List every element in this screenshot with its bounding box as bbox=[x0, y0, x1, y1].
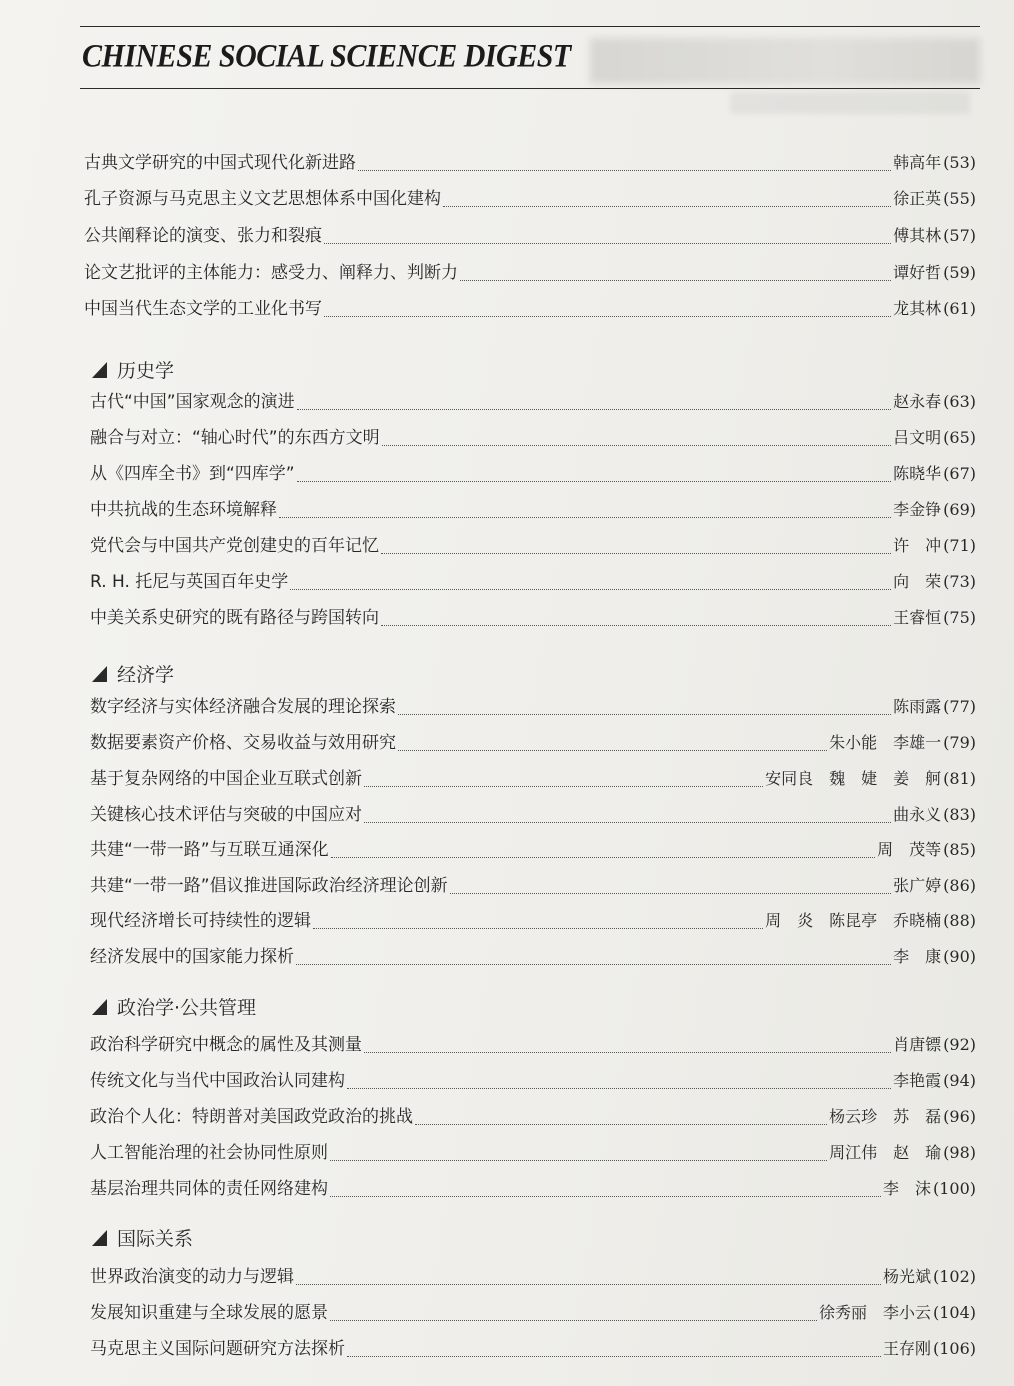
paren-close: ) bbox=[969, 1339, 976, 1358]
author-page-block bbox=[883, 1266, 976, 1288]
paren-close: ) bbox=[969, 840, 976, 859]
article-title: 中共抗战的生态环境解释 bbox=[90, 500, 277, 520]
article-author: 陈晓华 bbox=[893, 464, 942, 483]
paren-open: ( bbox=[943, 500, 950, 519]
author-page-block bbox=[883, 1178, 976, 1200]
toc-entry bbox=[90, 692, 976, 718]
author-page-block bbox=[883, 1338, 976, 1360]
toc-entry bbox=[90, 495, 976, 521]
article-author: 肖唐镖 bbox=[893, 1035, 942, 1054]
page-number: 86 bbox=[949, 876, 970, 895]
article-title: R. H. 托尼与英国百年史学 bbox=[90, 572, 289, 592]
article-author: 李 沫 bbox=[882, 1179, 931, 1198]
section-heading-label: 历史学 bbox=[117, 360, 175, 382]
section-heading-label: 国际关系 bbox=[117, 1228, 194, 1250]
author-page-block bbox=[893, 1034, 976, 1056]
article-title: 共建“一带一路”倡议推进国际政治经济理论创新 bbox=[90, 876, 448, 896]
article-title: 现代经济增长可持续性的逻辑 bbox=[90, 911, 311, 931]
toc-entry bbox=[90, 531, 976, 557]
article-title: 共建“一带一路”与互联互通深化 bbox=[90, 840, 329, 860]
author-page-block bbox=[877, 839, 976, 861]
article-author: 傅其林 bbox=[893, 226, 942, 245]
dot-leader bbox=[347, 1356, 881, 1357]
page-number: 100 bbox=[939, 1179, 970, 1198]
paren-open: ( bbox=[943, 840, 950, 859]
toc-entry bbox=[90, 1030, 976, 1056]
dot-leader bbox=[381, 625, 891, 626]
dot-leader bbox=[330, 1160, 827, 1161]
dot-leader bbox=[415, 1124, 827, 1125]
paren-open: ( bbox=[943, 153, 950, 172]
article-author: 吕文明 bbox=[893, 428, 942, 447]
article-title: 论文艺批评的主体能力：感受力、阐释力、判断力 bbox=[84, 263, 458, 283]
paren-close: ) bbox=[969, 464, 976, 483]
paren-open: ( bbox=[943, 189, 950, 208]
article-title: 古代“中国”国家观念的演进 bbox=[90, 392, 295, 412]
article-author: 王存刚 bbox=[882, 1339, 931, 1358]
paren-open: ( bbox=[932, 1339, 940, 1358]
toc-entry bbox=[90, 459, 976, 485]
page-number: 53 bbox=[949, 153, 970, 172]
article-title: 数据要素资产价格、交易收益与效用研究 bbox=[90, 733, 396, 753]
dot-leader bbox=[297, 409, 892, 410]
article-author: 陈雨露 bbox=[893, 697, 942, 716]
author-page-block bbox=[893, 1070, 976, 1092]
article-author: 龙其林 bbox=[893, 299, 942, 318]
paren-close: ) bbox=[969, 769, 976, 788]
dot-leader bbox=[398, 714, 891, 715]
page-number: 94 bbox=[949, 1071, 970, 1090]
article-title: 公共阐释论的演变、张力和裂痕 bbox=[84, 226, 322, 246]
article-title: 关键核心技术评估与突破的中国应对 bbox=[90, 805, 362, 825]
author-page-block bbox=[893, 391, 976, 413]
toc-entry bbox=[84, 148, 976, 174]
paren-close: ) bbox=[969, 1179, 976, 1198]
paren-close: ) bbox=[969, 536, 976, 555]
author-page-block bbox=[893, 535, 976, 557]
dot-leader bbox=[358, 170, 891, 171]
page-number: 59 bbox=[949, 263, 970, 282]
paren-open: ( bbox=[943, 608, 950, 627]
toc-entry bbox=[84, 258, 976, 284]
toc-entry bbox=[90, 1138, 976, 1164]
page-number: 102 bbox=[939, 1267, 970, 1286]
toc-entry bbox=[90, 387, 976, 413]
article-title: 党代会与中国共产党创建史的百年记忆 bbox=[90, 536, 379, 556]
toc-entry bbox=[90, 871, 976, 897]
page-number: 104 bbox=[939, 1303, 970, 1322]
article-title: 政治科学研究中概念的属性及其测量 bbox=[90, 1035, 362, 1055]
article-author: 李 康 bbox=[893, 947, 942, 966]
dot-leader bbox=[331, 857, 876, 858]
dot-leader bbox=[324, 243, 891, 244]
section-heading bbox=[92, 356, 174, 383]
paren-open: ( bbox=[943, 911, 950, 930]
page-number: 81 bbox=[949, 769, 970, 788]
page-number: 67 bbox=[949, 464, 970, 483]
paren-close: ) bbox=[969, 947, 976, 966]
page-number: 85 bbox=[949, 840, 970, 859]
dot-leader bbox=[364, 1052, 891, 1053]
section-heading bbox=[92, 660, 174, 687]
paren-open: ( bbox=[943, 1035, 950, 1054]
toc-entry bbox=[84, 294, 976, 320]
paren-open: ( bbox=[943, 1107, 950, 1126]
toc-entry bbox=[90, 728, 976, 754]
article-title: 世界政治演变的动力与逻辑 bbox=[90, 1267, 294, 1287]
paren-open: ( bbox=[943, 536, 950, 555]
paren-open: ( bbox=[932, 1303, 940, 1322]
paren-close: ) bbox=[969, 1071, 976, 1090]
page-number: 55 bbox=[949, 189, 970, 208]
dot-leader bbox=[364, 822, 891, 823]
dot-leader bbox=[443, 206, 891, 207]
article-author: 杨云珍 苏 磊 bbox=[829, 1107, 942, 1126]
article-title: 人工智能治理的社会协同性原则 bbox=[90, 1143, 328, 1163]
paren-close: ) bbox=[969, 876, 976, 895]
dot-leader bbox=[330, 1320, 817, 1321]
toc-entry bbox=[90, 1174, 976, 1200]
paren-open: ( bbox=[932, 1267, 940, 1286]
paren-close: ) bbox=[969, 226, 976, 245]
toc-entry bbox=[90, 800, 976, 826]
dot-leader bbox=[382, 445, 892, 446]
paren-close: ) bbox=[969, 299, 976, 318]
paren-close: ) bbox=[969, 392, 976, 411]
article-author: 徐正英 bbox=[893, 189, 942, 208]
article-author: 徐秀丽 李小云 bbox=[818, 1303, 931, 1322]
article-title: 中美关系史研究的既有路径与跨国转向 bbox=[90, 608, 379, 628]
author-page-block bbox=[893, 946, 976, 968]
section-heading-label: 政治学·公共管理 bbox=[117, 997, 257, 1019]
article-title: 发展知识重建与全球发展的愿景 bbox=[90, 1303, 328, 1323]
author-page-block bbox=[893, 427, 976, 449]
toc-entry bbox=[90, 835, 976, 861]
paren-open: ( bbox=[943, 464, 950, 483]
article-title: 中国当代生态文学的工业化书写 bbox=[84, 299, 322, 319]
triangle-marker-icon bbox=[92, 999, 107, 1015]
page-number: 75 bbox=[949, 608, 970, 627]
paren-open: ( bbox=[943, 572, 950, 591]
article-title: 数字经济与实体经济融合发展的理论探索 bbox=[90, 697, 396, 717]
author-page-block bbox=[893, 188, 976, 210]
dot-leader bbox=[330, 1196, 881, 1197]
paren-close: ) bbox=[969, 572, 976, 591]
article-author: 李艳霞 bbox=[893, 1071, 942, 1090]
triangle-marker-icon bbox=[92, 1230, 107, 1246]
paren-close: ) bbox=[969, 911, 976, 930]
author-page-block bbox=[893, 875, 976, 897]
dot-leader bbox=[398, 750, 827, 751]
page-number: 57 bbox=[949, 226, 970, 245]
article-title: 融合与对立：“轴心时代”的东西方文明 bbox=[90, 428, 380, 448]
paren-close: ) bbox=[969, 428, 976, 447]
toc-entry bbox=[90, 1102, 976, 1128]
author-page-block bbox=[893, 225, 976, 247]
article-author: 李金铮 bbox=[893, 500, 942, 519]
article-title: 孔子资源与马克思主义文艺思想体系中国化建构 bbox=[84, 189, 441, 209]
article-author: 王睿恒 bbox=[893, 608, 942, 627]
paren-open: ( bbox=[943, 263, 950, 282]
toc-entry bbox=[90, 423, 976, 449]
page-number: 73 bbox=[949, 572, 970, 591]
paren-close: ) bbox=[969, 1035, 976, 1054]
paren-close: ) bbox=[969, 1267, 976, 1286]
toc-entry bbox=[84, 221, 976, 247]
toc-entry bbox=[90, 942, 976, 968]
paren-open: ( bbox=[943, 428, 950, 447]
page-number: 63 bbox=[949, 392, 970, 411]
article-author: 曲永义 bbox=[893, 805, 942, 824]
paren-open: ( bbox=[943, 947, 950, 966]
page-number: 83 bbox=[949, 805, 970, 824]
dot-leader bbox=[324, 316, 891, 317]
triangle-marker-icon bbox=[92, 362, 107, 378]
page-number: 92 bbox=[949, 1035, 970, 1054]
paren-open: ( bbox=[943, 1143, 950, 1162]
article-author: 谭好哲 bbox=[893, 263, 942, 282]
author-page-block bbox=[893, 607, 976, 629]
article-title: 基于复杂网络的中国企业互联式创新 bbox=[90, 769, 362, 789]
toc-entry bbox=[90, 764, 976, 790]
toc-entry bbox=[90, 1262, 976, 1288]
article-author: 张广婷 bbox=[893, 876, 942, 895]
paren-open: ( bbox=[943, 769, 950, 788]
paren-close: ) bbox=[969, 153, 976, 172]
author-page-block bbox=[893, 463, 976, 485]
dot-leader bbox=[296, 1284, 881, 1285]
paren-close: ) bbox=[969, 263, 976, 282]
author-page-block bbox=[893, 499, 976, 521]
section-heading bbox=[92, 993, 256, 1020]
journal-masthead: CHINESE SOCIAL SCIENCE DIGEST bbox=[82, 38, 571, 75]
toc-entry bbox=[90, 567, 976, 593]
paren-open: ( bbox=[943, 733, 950, 752]
toc-entry bbox=[84, 184, 976, 210]
dot-leader bbox=[297, 481, 892, 482]
paren-open: ( bbox=[943, 1071, 950, 1090]
toc-entry bbox=[90, 1066, 976, 1092]
dot-leader bbox=[450, 893, 892, 894]
article-title: 马克思主义国际问题研究方法探析 bbox=[90, 1339, 345, 1359]
page-number: 88 bbox=[949, 911, 970, 930]
paren-close: ) bbox=[969, 189, 976, 208]
article-author: 周 茂等 bbox=[877, 840, 942, 859]
page-number: 98 bbox=[949, 1143, 970, 1162]
paren-close: ) bbox=[969, 805, 976, 824]
dot-leader bbox=[290, 589, 891, 590]
author-page-block bbox=[893, 696, 976, 718]
author-page-block bbox=[893, 571, 976, 593]
dot-leader bbox=[381, 553, 891, 554]
author-page-block bbox=[893, 152, 976, 174]
article-title: 古典文学研究的中国式现代化新进路 bbox=[84, 153, 356, 173]
author-page-block bbox=[893, 262, 976, 284]
article-author: 安同良 魏 婕 姜 舸 bbox=[765, 769, 942, 788]
paren-open: ( bbox=[943, 226, 950, 245]
toc-entry bbox=[90, 1298, 976, 1324]
article-title: 经济发展中的国家能力探析 bbox=[90, 947, 294, 967]
author-page-block bbox=[893, 298, 976, 320]
article-title: 政治个人化：特朗普对美国政党政治的挑战 bbox=[90, 1107, 413, 1127]
dot-leader bbox=[347, 1088, 891, 1089]
paren-close: ) bbox=[969, 1303, 976, 1322]
article-author: 向 荣 bbox=[893, 572, 942, 591]
author-page-block bbox=[765, 910, 976, 932]
section-heading-label: 经济学 bbox=[117, 664, 175, 686]
article-author: 周江伟 赵 瑜 bbox=[829, 1143, 942, 1162]
article-title: 从《四库全书》到“四库学” bbox=[90, 464, 295, 484]
dot-leader bbox=[279, 517, 891, 518]
article-title: 传统文化与当代中国政治认同建构 bbox=[90, 1071, 345, 1091]
page-number: 65 bbox=[949, 428, 970, 447]
paren-open: ( bbox=[943, 805, 950, 824]
page-number: 96 bbox=[949, 1107, 970, 1126]
article-author: 周 炎 陈昆亭 乔晓楠 bbox=[765, 911, 942, 930]
dot-leader bbox=[364, 786, 763, 787]
paren-close: ) bbox=[969, 500, 976, 519]
article-title: 基层治理共同体的责任网络建构 bbox=[90, 1179, 328, 1199]
page-number: 90 bbox=[949, 947, 970, 966]
author-page-block bbox=[829, 1142, 976, 1164]
author-page-block bbox=[819, 1302, 976, 1324]
page-number: 69 bbox=[949, 500, 970, 519]
paren-close: ) bbox=[969, 697, 976, 716]
paren-open: ( bbox=[932, 1179, 940, 1198]
paren-open: ( bbox=[943, 299, 950, 318]
paren-close: ) bbox=[969, 608, 976, 627]
paren-open: ( bbox=[943, 697, 950, 716]
toc-entry bbox=[90, 1334, 976, 1360]
paren-close: ) bbox=[969, 1107, 976, 1126]
section-heading bbox=[92, 1224, 193, 1251]
dot-leader bbox=[460, 280, 891, 281]
author-page-block bbox=[829, 732, 976, 754]
triangle-marker-icon bbox=[92, 666, 107, 682]
dot-leader bbox=[313, 928, 763, 929]
article-author: 杨光斌 bbox=[882, 1267, 931, 1286]
author-page-block bbox=[829, 1106, 976, 1128]
dot-leader bbox=[296, 964, 891, 965]
page-number: 61 bbox=[949, 299, 970, 318]
article-author: 赵永春 bbox=[893, 392, 942, 411]
article-author: 许 冲 bbox=[893, 536, 942, 555]
paren-close: ) bbox=[969, 733, 976, 752]
toc-entry bbox=[90, 906, 976, 932]
paren-close: ) bbox=[969, 1143, 976, 1162]
page-number: 71 bbox=[949, 536, 970, 555]
article-author: 朱小能 李雄一 bbox=[829, 733, 942, 752]
paren-open: ( bbox=[943, 876, 950, 895]
author-page-block bbox=[765, 768, 976, 790]
toc-entry bbox=[90, 603, 976, 629]
article-author: 韩高年 bbox=[893, 153, 942, 172]
page-number: 77 bbox=[949, 697, 970, 716]
page-number: 79 bbox=[949, 733, 970, 752]
paren-open: ( bbox=[943, 392, 950, 411]
author-page-block bbox=[893, 804, 976, 826]
page-number: 106 bbox=[939, 1339, 970, 1358]
